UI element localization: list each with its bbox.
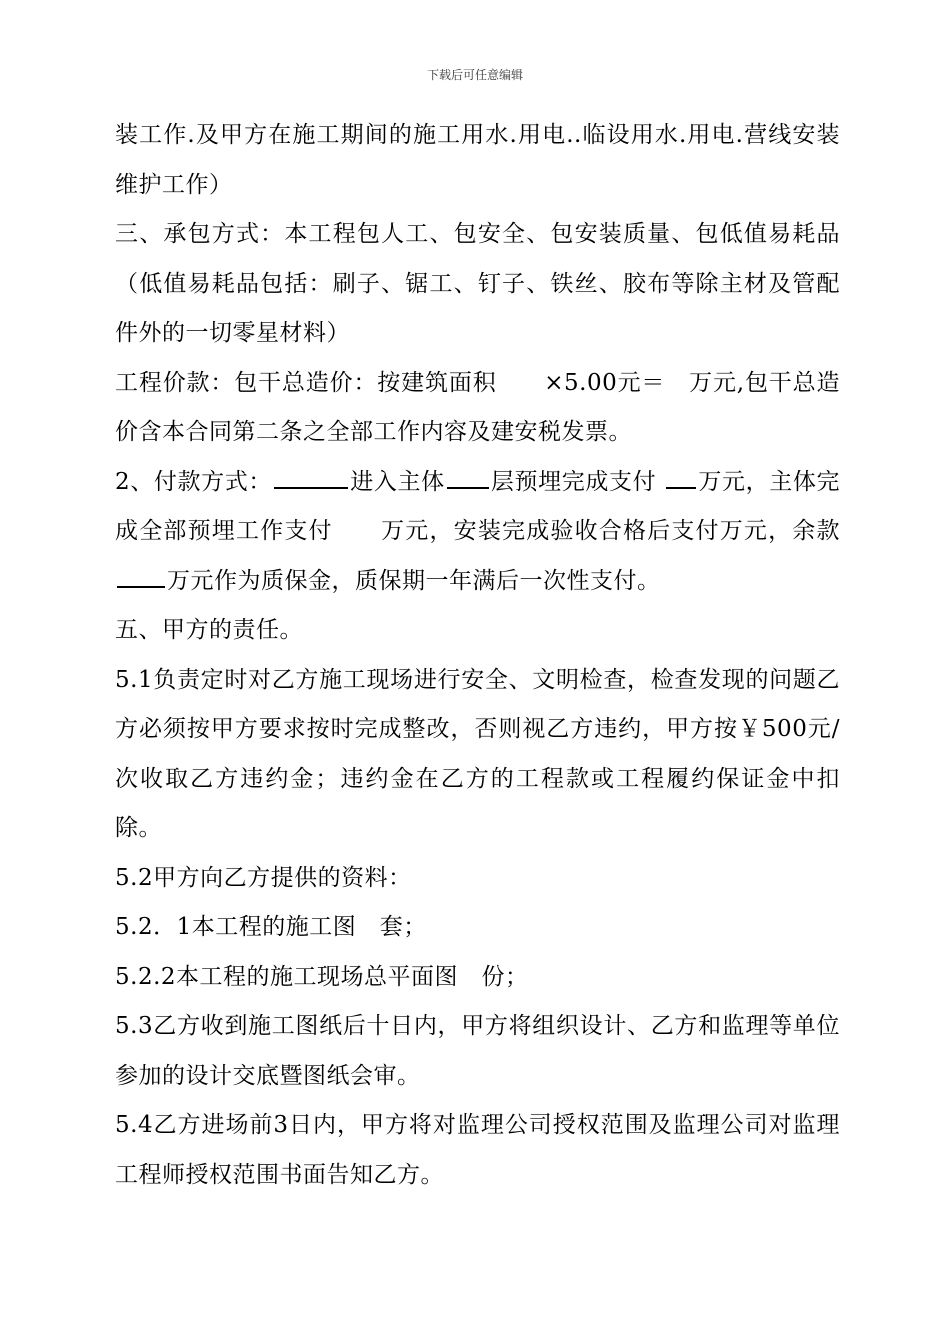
- blank-line: [447, 463, 489, 489]
- paragraph: 装工作.及甲方在施工期间的施工用水.用电..临设用水.用电.营线安装维护工作）: [115, 122, 840, 198]
- page-header: 下载后可任意编辑: [426, 68, 523, 82]
- blank-line: [274, 463, 348, 489]
- text-run: 2、付款方式：: [115, 468, 273, 495]
- text-run: 进入主体: [350, 468, 445, 495]
- text-run: 万元作为质保金，质保期一年满后一次性支付。: [167, 567, 661, 594]
- paragraph: 5.1负责定时对乙方施工现场进行安全、文明检查，检查发现的问题乙方必须按甲方要求按时完成整改，否则视乙方违约，甲方按￥500元/次收取乙方违约金；违约金在乙方的工程款或工程履约保证金中扣除。: [115, 666, 840, 841]
- blank-line: [117, 562, 165, 588]
- paragraph: 工程价款：包干总造价：按建筑面积 ×5.00元＝ 万元,包干总造价含本合同第二条之全部工作内容及建安税发票。: [115, 369, 840, 445]
- paragraph: 5.2.2本工程的施工现场总平面图 份；: [115, 963, 529, 990]
- blank-line: [666, 463, 696, 489]
- document-body: [115, 111, 840, 1200]
- paragraph: 5.2甲方向乙方提供的资料：: [115, 864, 412, 891]
- paragraph: 5.3乙方收到施工图纸后十日内，甲方将组织设计、乙方和监理等单位参加的设计交底暨图纸会审。: [115, 1013, 840, 1089]
- paragraph: 五、甲方的责任。: [115, 617, 303, 643]
- text-run: 万元，主体完成全部预埋工作支付 万元，安装完成验收合格后支付万元，余款: [115, 468, 841, 544]
- paragraph: 5.4乙方进场前3日内，甲方将对监理公司授权范围及监理公司对监理工程师授权范围书面告知乙方。: [115, 1112, 840, 1188]
- paragraph-payment: [115, 458, 840, 607]
- text-run: 层预埋完成支付: [490, 468, 665, 495]
- paragraph: 5.2．1本工程的施工图 套；: [115, 914, 427, 940]
- paragraph: 三、承包方式：本工程包人工、包安全、包安装质量、包低值易耗品（低值易耗品包括：刷子、锯工、钉子、铁丝、胶布等除主材及管配件外的一切零星材料）: [115, 221, 840, 346]
